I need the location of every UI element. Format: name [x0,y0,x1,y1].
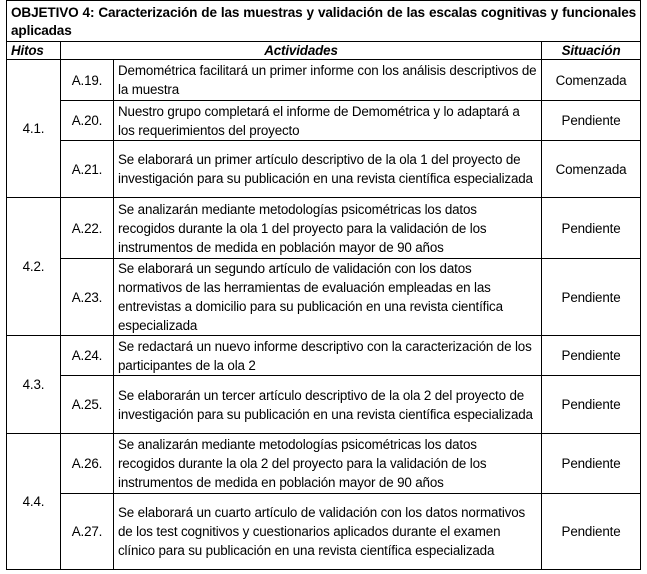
objective-title-row [7,1,641,42]
activity-text: Se elaborarán un tercer artículo descriptivo de la ola 2 del proyecto de investigación para su publicación en una revista científica especializada [114,376,542,434]
activity-code: A.26. [61,434,114,494]
table-row [7,141,641,198]
activity-text: Demométrica facilitará un primer informe con los análisis descriptivos de la muestra [114,60,542,101]
activity-code: A.21. [61,141,114,198]
document [6,0,640,570]
table-row [7,376,641,434]
activity-text: Se analizarán mediante metodologías psicométricas los datos recogidos durante la ola 2 del proyecto para la validación de los instrumentos de medida en población mayor de 90 años [114,434,542,494]
status-cell: Comenzada [542,60,641,101]
table-row [7,101,641,141]
table-row [7,259,641,336]
header-row [7,42,641,60]
status-cell: Comenzada [542,141,641,198]
objective-table [6,0,641,570]
header-actividades: Actividades [61,42,542,60]
objective-title: OBJETIVO 4: Caracterización de las muestras y validación de las escalas cognitivas y funcionales aplicadas [7,1,641,42]
status-cell: Pendiente [542,494,641,570]
activity-code: A.25. [61,376,114,434]
table-row [7,494,641,570]
table-row [7,198,641,259]
table-row [7,60,641,101]
header-hitos: Hitos [7,42,61,60]
status-cell: Pendiente [542,434,641,494]
activity-code: A.22. [61,198,114,259]
activity-code: A.23. [61,259,114,336]
hito-cell: 4.3. [7,336,61,434]
activity-text: Se elaborará un segundo artículo de validación con los datos normativos de las herramientas de evaluación empleadas en las entrevistas a domicilio para su publicación en una revista científica especializada [114,259,542,336]
status-cell: Pendiente [542,198,641,259]
hito-cell: 4.2. [7,198,61,336]
activity-code: A.19. [61,60,114,101]
status-cell: Pendiente [542,101,641,141]
status-cell: Pendiente [542,336,641,376]
activity-text: Nuestro grupo completará el informe de Demométrica y lo adaptará a los requerimientos del proyecto [114,101,542,141]
table-row [7,434,641,494]
activity-text: Se elaborará un primer artículo descriptivo de la ola 1 del proyecto de investigación para su publicación en una revista científica especializada [114,141,542,198]
activity-code: A.20. [61,101,114,141]
activity-text: Se redactará un nuevo informe descriptivo con la caracterización de los participantes de la ola 2 [114,336,542,376]
activity-code: A.27. [61,494,114,570]
header-situacion: Situación [542,42,641,60]
activity-text: Se analizarán mediante metodologías psicométricas los datos recogidos durante la ola 1 del proyecto para la validación de los instrumentos de medida en población mayor de 90 años [114,198,542,259]
table-row [7,336,641,376]
activity-text: Se elaborará un cuarto artículo de validación con los datos normativos de los test cognitivos y cuestionarios aplicados durante el examen clínico para su publicación en una revista científica especializada [114,494,542,570]
hito-cell: 4.4. [7,434,61,570]
status-cell: Pendiente [542,259,641,336]
activity-code: A.24. [61,336,114,376]
hito-cell: 4.1. [7,60,61,198]
status-cell: Pendiente [542,376,641,434]
